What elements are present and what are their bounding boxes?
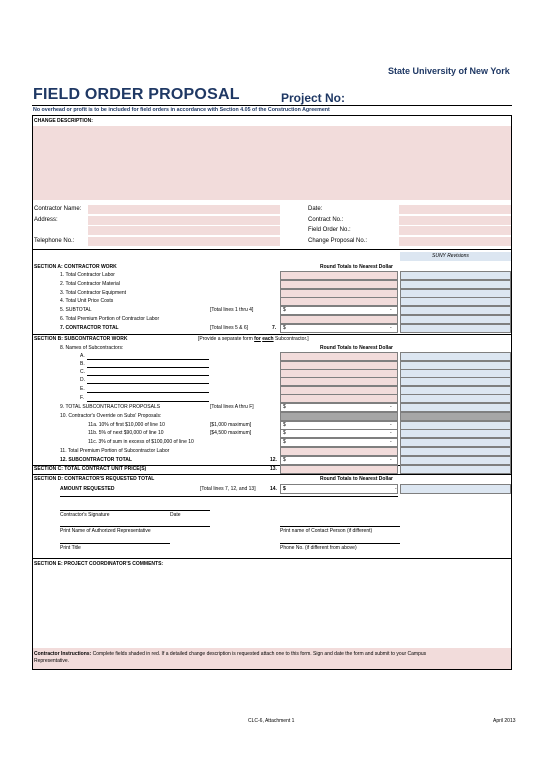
line-11-suny[interactable] <box>400 447 511 456</box>
line-4-amount[interactable] <box>280 297 398 306</box>
date-field[interactable] <box>399 205 511 214</box>
amount-requested-value: - <box>395 486 397 492</box>
sub-c-letter: C. <box>80 369 85 375</box>
sub-b-name-field[interactable] <box>87 367 209 368</box>
instructions-line-2: Representative. <box>34 658 70 664</box>
amount-requested-label: AMOUNT REQUESTED <box>60 486 115 492</box>
amount-requested-note: [Total lines 7, 12, and 13] <box>200 486 256 492</box>
change-description-field[interactable] <box>33 126 511 200</box>
line-14-number: 14. <box>270 486 277 492</box>
footer-form-id: CLC-6, Attachment 1 <box>248 718 295 724</box>
contract-number-label: Contract No.: <box>308 217 344 223</box>
coordinator-comments-field[interactable] <box>33 568 511 648</box>
change-proposal-number-field[interactable] <box>399 237 511 246</box>
line-11a-value: - <box>390 422 392 428</box>
address-field-2[interactable] <box>88 226 280 235</box>
form-title: FIELD ORDER PROPOSAL <box>33 86 240 103</box>
line-11b-amount <box>280 429 398 438</box>
line-11b-suny[interactable] <box>400 429 511 438</box>
line-13-amount[interactable] <box>280 465 398 474</box>
line-12-suny[interactable] <box>400 456 511 465</box>
section-a-divider <box>32 334 512 335</box>
sub-a-suny[interactable] <box>400 352 511 361</box>
sub-c-name-field[interactable] <box>87 375 209 376</box>
section-d-divider <box>32 558 512 559</box>
sub-a-name-field[interactable] <box>87 359 209 360</box>
line-13-number: 13. <box>270 466 277 472</box>
line-11c-dollar: $ <box>283 439 286 445</box>
change-description-label: CHANGE DESCRIPTION: <box>34 118 93 124</box>
telephone-label: Telephone No.: <box>34 238 75 244</box>
line-2-amount[interactable] <box>280 280 398 289</box>
phone-label: Phone No. (if different from above) <box>280 545 357 551</box>
sub-b-letter: B. <box>80 361 85 367</box>
sub-d-name-field[interactable] <box>87 383 209 384</box>
line-11-amount[interactable] <box>280 447 398 456</box>
line-5-suny[interactable] <box>400 306 511 315</box>
line-9-label: 9. TOTAL SUBCONTRACTOR PROPOSALS <box>60 404 161 410</box>
university-name: State University of New York <box>388 66 510 76</box>
line-9-suny[interactable] <box>400 403 511 412</box>
line-11b-dollar: $ <box>283 430 286 436</box>
title-underline <box>32 105 512 106</box>
line-12-dollar: $ <box>283 457 286 463</box>
amount-requested-dollar: $ <box>283 486 286 492</box>
line-8-label: 8. Names of Subcontractors: <box>60 345 124 351</box>
address-label: Address: <box>34 217 58 223</box>
line-5-note: [Total lines 1 thru 4] <box>210 307 254 313</box>
round-totals-label-a: Round Totals to Nearest Dollar <box>320 264 393 270</box>
line-9-value: - <box>390 404 392 410</box>
sub-a-letter: A. <box>80 353 85 359</box>
line-5-amount <box>280 306 398 315</box>
line-1-label: 1. Total Contractor Labor <box>60 272 115 278</box>
line-7-suny[interactable] <box>400 324 511 333</box>
line-3-label: 3. Total Contractor Equipment <box>60 290 127 296</box>
date-label: Date: <box>308 206 323 212</box>
instructions-line-1 <box>34 651 426 658</box>
signature-date-label: Date <box>170 512 181 518</box>
contractor-signature-field[interactable] <box>60 510 210 511</box>
line-10-amount <box>280 412 398 421</box>
section-b-note-suffix: Subcontractor.] <box>275 336 309 342</box>
line-10-suny <box>400 412 511 421</box>
line-11b-value: - <box>390 430 392 436</box>
contractor-name-field[interactable] <box>88 205 280 214</box>
contractor-name-label: Contractor Name: <box>34 206 82 212</box>
line-12-label: 12. SUBCONTRACTOR TOTAL <box>60 457 132 463</box>
section-b-note <box>198 336 309 343</box>
line-9-note: [Total lines A thru F] <box>210 404 254 410</box>
divider <box>32 249 512 250</box>
line-7-value: - <box>390 325 392 331</box>
line-10-label: 10. Contractor's Override on Subs' Proposals: <box>60 413 162 419</box>
contact-person-field[interactable] <box>280 526 400 527</box>
line-2-label: 2. Total Contractor Material <box>60 281 120 287</box>
round-totals-label-b: Round Totals to Nearest Dollar <box>320 345 393 351</box>
footer-date: April 2013 <box>493 718 516 724</box>
sub-f-name-field[interactable] <box>87 401 209 402</box>
section-e-title: SECTION E: PROJECT COORDINATOR'S COMMENTS: <box>34 561 164 567</box>
line-7-note: [Total lines 5 & 6] <box>210 325 249 331</box>
amount-requested-suny[interactable] <box>400 484 511 494</box>
line-11c-label: 11c. 3% of sum in excess of $100,000 of line 10 <box>88 439 194 445</box>
instructions-label: Contractor Instructions: <box>34 651 92 657</box>
line-11c-amount <box>280 438 398 447</box>
section-b-note-prefix: [Provide a separate form <box>198 336 253 342</box>
section-a-title: SECTION A: CONTRACTOR WORK <box>34 264 117 270</box>
contractor-signature-label: Contractor's Signature <box>60 512 110 518</box>
sub-f-amount[interactable] <box>280 394 398 403</box>
line-11b-label: 11b. 5% of next $90,000 of line 10 <box>88 430 164 436</box>
line-9-amount <box>280 403 398 412</box>
line-11c-value: - <box>390 439 392 445</box>
print-title-label: Print Title <box>60 545 81 551</box>
section-d-title: SECTION D: CONTRACTOR'S REQUESTED TOTAL <box>34 476 155 482</box>
line-11c-suny[interactable] <box>400 438 511 447</box>
amount-requested-value-box <box>280 484 398 494</box>
round-totals-label-d: Round Totals to Nearest Dollar <box>320 476 393 482</box>
sub-a-amount[interactable] <box>280 352 398 361</box>
field-order-number-label: Field Order No.: <box>308 227 351 233</box>
sub-d-amount[interactable] <box>280 377 398 386</box>
line-5-dollar: $ <box>283 307 286 313</box>
line-5-label: 5. SUBTOTAL <box>60 307 92 313</box>
line-9-dollar: $ <box>283 404 286 410</box>
line-7-amount <box>280 324 398 333</box>
section-b-note-each: each <box>262 336 274 342</box>
change-proposal-number-label: Change Proposal No.: <box>308 238 368 244</box>
line-12-number: 12. <box>270 457 277 463</box>
line-2-suny[interactable] <box>400 280 511 289</box>
contact-person-label: Print name of Contact Person (if different) <box>280 528 373 534</box>
project-number-label: Project No: <box>281 91 346 105</box>
section-b-title: SECTION B: SUBCONTRACTOR WORK <box>34 336 128 342</box>
print-title-field[interactable] <box>60 543 170 544</box>
line-1-suny[interactable] <box>400 271 511 280</box>
line-4-suny[interactable] <box>400 297 511 306</box>
line-13-suny[interactable] <box>400 465 511 474</box>
line-5-value: - <box>390 307 392 313</box>
line-4-label: 4. Total Unit Price Costs <box>60 298 114 304</box>
line-11a-dollar: $ <box>283 422 286 428</box>
line-11a-label: 11a. 10% of first $10,000 of line 10 <box>88 422 165 428</box>
address-field-1[interactable] <box>88 216 280 225</box>
overhead-notice: No overhead or profit is to be included for field orders in accordance with Section 4.05 of the Construction Agreement <box>33 107 330 113</box>
sub-f-letter: F. <box>80 395 84 401</box>
project-number-field[interactable] <box>398 95 512 104</box>
section-b-note-for: for <box>254 336 261 342</box>
field-order-number-field[interactable] <box>399 226 511 235</box>
sub-e-name-field[interactable] <box>87 392 209 393</box>
line-12-amount <box>280 456 398 465</box>
section-c-divider <box>32 474 512 475</box>
telephone-field[interactable] <box>88 237 280 246</box>
line-7-number: 7. <box>272 325 277 331</box>
line-6-suny[interactable] <box>400 315 511 324</box>
authorized-rep-name-label: Print Name of Authorized Representative <box>60 528 151 534</box>
section-c-title: SECTION C: TOTAL CONTRACT UNIT PRICE(S) <box>34 466 147 472</box>
sub-d-suny[interactable] <box>400 377 511 386</box>
line-7-dollar: $ <box>283 325 286 331</box>
line-11-label: 11. Total Premium Portion of Subcontractor Labor <box>60 448 170 454</box>
line-12-value: - <box>390 457 392 463</box>
sub-f-suny[interactable] <box>400 394 511 403</box>
line-11b-max: [$4,500 maximum] <box>210 430 252 436</box>
line-6-amount[interactable] <box>280 315 398 324</box>
line-6-label: 6. Total Premium Portion of Contractor Labor <box>60 316 160 322</box>
sub-d-letter: D. <box>80 377 85 383</box>
contract-number-field[interactable] <box>399 216 511 225</box>
phone-field[interactable] <box>280 543 400 544</box>
suny-revisions-label: SUNY Revisions <box>432 253 469 259</box>
line-7-label: 7. CONTRACTOR TOTAL <box>60 325 119 331</box>
instructions-text: Complete fields shaded in red. If a detailed change description is requested attach one to this form. Sign and date the form and submit to your Campus <box>92 651 427 657</box>
line-1-amount[interactable] <box>280 271 398 280</box>
line-11a-max: [$1,000 maximum] <box>210 422 252 428</box>
authorized-rep-name-field[interactable] <box>60 526 210 527</box>
sub-e-letter: E. <box>80 386 85 392</box>
amount-underline <box>60 496 398 497</box>
